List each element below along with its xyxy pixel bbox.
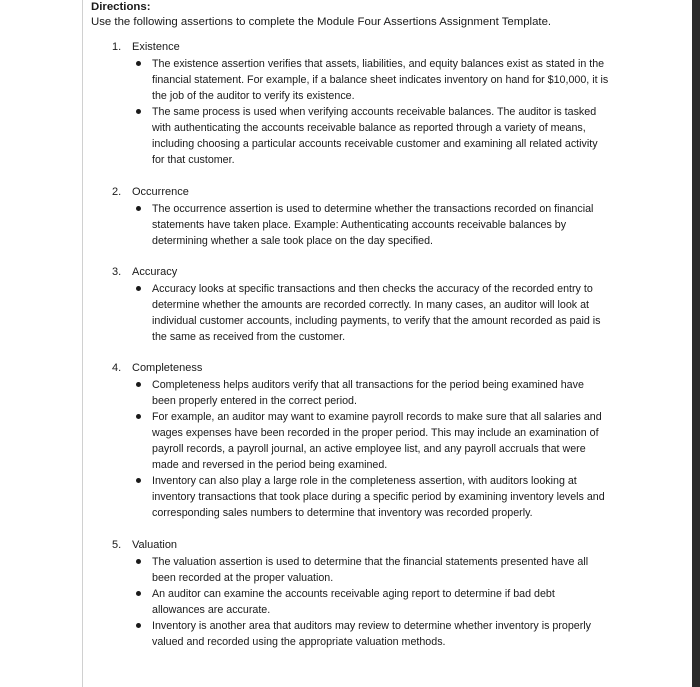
section-number: 5.: [112, 539, 122, 551]
bullet-icon: [136, 623, 141, 628]
bullet-icon: [136, 414, 141, 419]
bullet-icon: [136, 591, 141, 596]
bullet-text: Inventory is another area that auditors may review to determine whether inventory is properly valued and recorded using the appropriate valuation methods.: [152, 620, 591, 648]
bullet-text: The existence assertion verifies that assets, liabilities, and equity balances exist as stated in the financial statement. For example, if a balance sheet indicates inventory on hand for $10,000, it is the job of the auditor to verify its existence.: [152, 58, 609, 102]
section-heading: [112, 40, 180, 54]
bullet-text: Accuracy looks at specific transactions and then checks the accuracy of the recorded entry to determine whether the amounts are recorded correctly. In many cases, an auditor will look at individual customer accounts, including payments, to verify that the amount recorded as paid is the same as received from the customer.: [152, 283, 601, 343]
bullet-icon: [136, 382, 141, 387]
section-title: Valuation: [132, 539, 178, 551]
directions-title: Directions:: [91, 1, 151, 13]
section-number: 3.: [112, 266, 122, 278]
section-number: 4.: [112, 362, 122, 374]
bullet-text: The occurrence assertion is used to determine whether the transactions recorded on financial statements have taken place. Example: Authenticating accounts receivable balances by determining whether a sale took place on the day specified.: [152, 203, 594, 247]
window-edge: [692, 0, 700, 687]
bullet-icon: [136, 61, 141, 66]
bullet-text: Inventory can also play a large role in the completeness assertion, with auditors looking at inventory transactions that took place during a specific period by examining inventory levels and corresponding sales numbers to determine that inventory was recorded properly.: [152, 475, 605, 519]
section-title: Occurrence: [132, 186, 189, 198]
bullet-icon: [136, 286, 141, 291]
directions-intro: Use the following assertions to complete the Module Four Assertions Assignment Template.: [91, 16, 552, 28]
section-title: Accuracy: [132, 266, 178, 278]
bullet-text: Completeness helps auditors verify that all transactions for the period being examined have been properly entered in the correct period.: [152, 379, 584, 407]
section-heading: [112, 361, 202, 375]
bullet-text: The valuation assertion is used to determine that the financial statements presented have all been recorded at the proper valuation.: [152, 556, 589, 584]
section-number: 2.: [112, 186, 122, 198]
section-number: 1.: [112, 41, 122, 53]
bullet-icon: [136, 478, 141, 483]
bullet-text: For example, an auditor may want to examine payroll records to make sure that all salaries and wages expenses have been recorded in the proper period. This may include an examination of payroll records, a payroll journal, an active employee list, and any payroll accruals that were made and reversed in the period being examined.: [152, 411, 602, 471]
section-heading: [112, 185, 189, 199]
bullet-icon: [136, 109, 141, 114]
bullet-text: An auditor can examine the accounts receivable aging report to determine if bad debt allowances are accurate.: [152, 588, 555, 616]
section-heading: [112, 265, 177, 279]
section-heading: [112, 538, 177, 552]
page-margin-rule: [82, 0, 83, 687]
bullet-text: The same process is used when verifying accounts receivable balances. The auditor is tasked with authenticating the accounts receivable balance as reported through a variety of means, including choosing a particular accounts receivable customer and examining all related activity for that customer.: [152, 106, 598, 166]
bullet-icon: [136, 206, 141, 211]
section-title: Completeness: [132, 362, 203, 374]
bullet-icon: [136, 559, 141, 564]
section-title: Existence: [132, 41, 180, 53]
